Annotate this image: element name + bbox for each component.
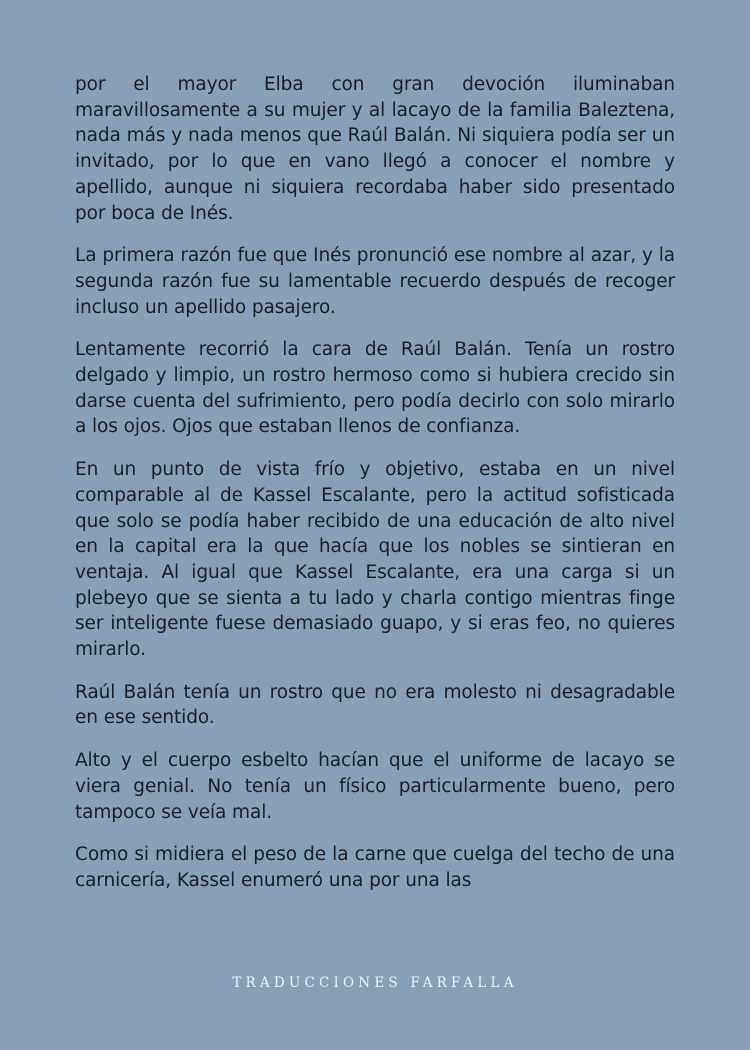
- paragraph-2: La primera razón fue que Inés pronunció ese nombre al azar, y la segunda razón fue su lamentable recuerdo después de recoger incluso un apellido pasajero.: [75, 245, 675, 318]
- body-text: [75, 72, 675, 911]
- paragraph-1: por el mayor Elba con gran devoción iluminaban maravillosamente a su mujer y al lacayo de la familia Baleztena, nada más y nada menos que Raúl Balán. Ni siquiera podía ser un invitado, por lo que en vano llegó a conocer el nombre y apellido, aunque ni siquiera recordaba haber sido presentado por boca de Inés.: [75, 74, 675, 224]
- paragraph-6: Alto y el cuerpo esbelto hacían que el uniforme de lacayo se viera genial. No tenía un físico particularmente bueno, pero tampoco se veía mal.: [75, 750, 675, 823]
- paragraph-7: Como si midiera el peso de la carne que cuelga del techo de una carnicería, Kassel enumeró una por una las: [75, 844, 675, 891]
- paragraph-5: Raúl Balán tenía un rostro que no era molesto ni desagradable en ese sentido.: [75, 681, 675, 729]
- paragraph-4: En un punto de vista frío y objetivo, estaba en un nivel comparable al de Kassel Escalante, pero la actitud sofisticada que solo se podía haber recibido de una educación de alto nivel en la capital era la que hacía que los nobles se sintieran en ventaja. Al igual que Kassel Escalante, era una carga si un plebeyo que se sienta a tu lado y charla contigo mientras finge ser inteligente fuese demasiado guapo, y si eras feo, no quieres mirarlo.: [75, 459, 675, 661]
- footer-credit: TRADUCCIONES FARFALLA: [232, 975, 518, 991]
- paragraph-3: Lentamente recorrió la cara de Raúl Balán. Tenía un rostro delgado y limpio, un rostro hermoso como si hubiera crecido sin darse cuenta del sufrimiento, pero podía decirlo con solo mirarlo a los ojos. Ojos que estaban llenos de confianza.: [75, 339, 675, 438]
